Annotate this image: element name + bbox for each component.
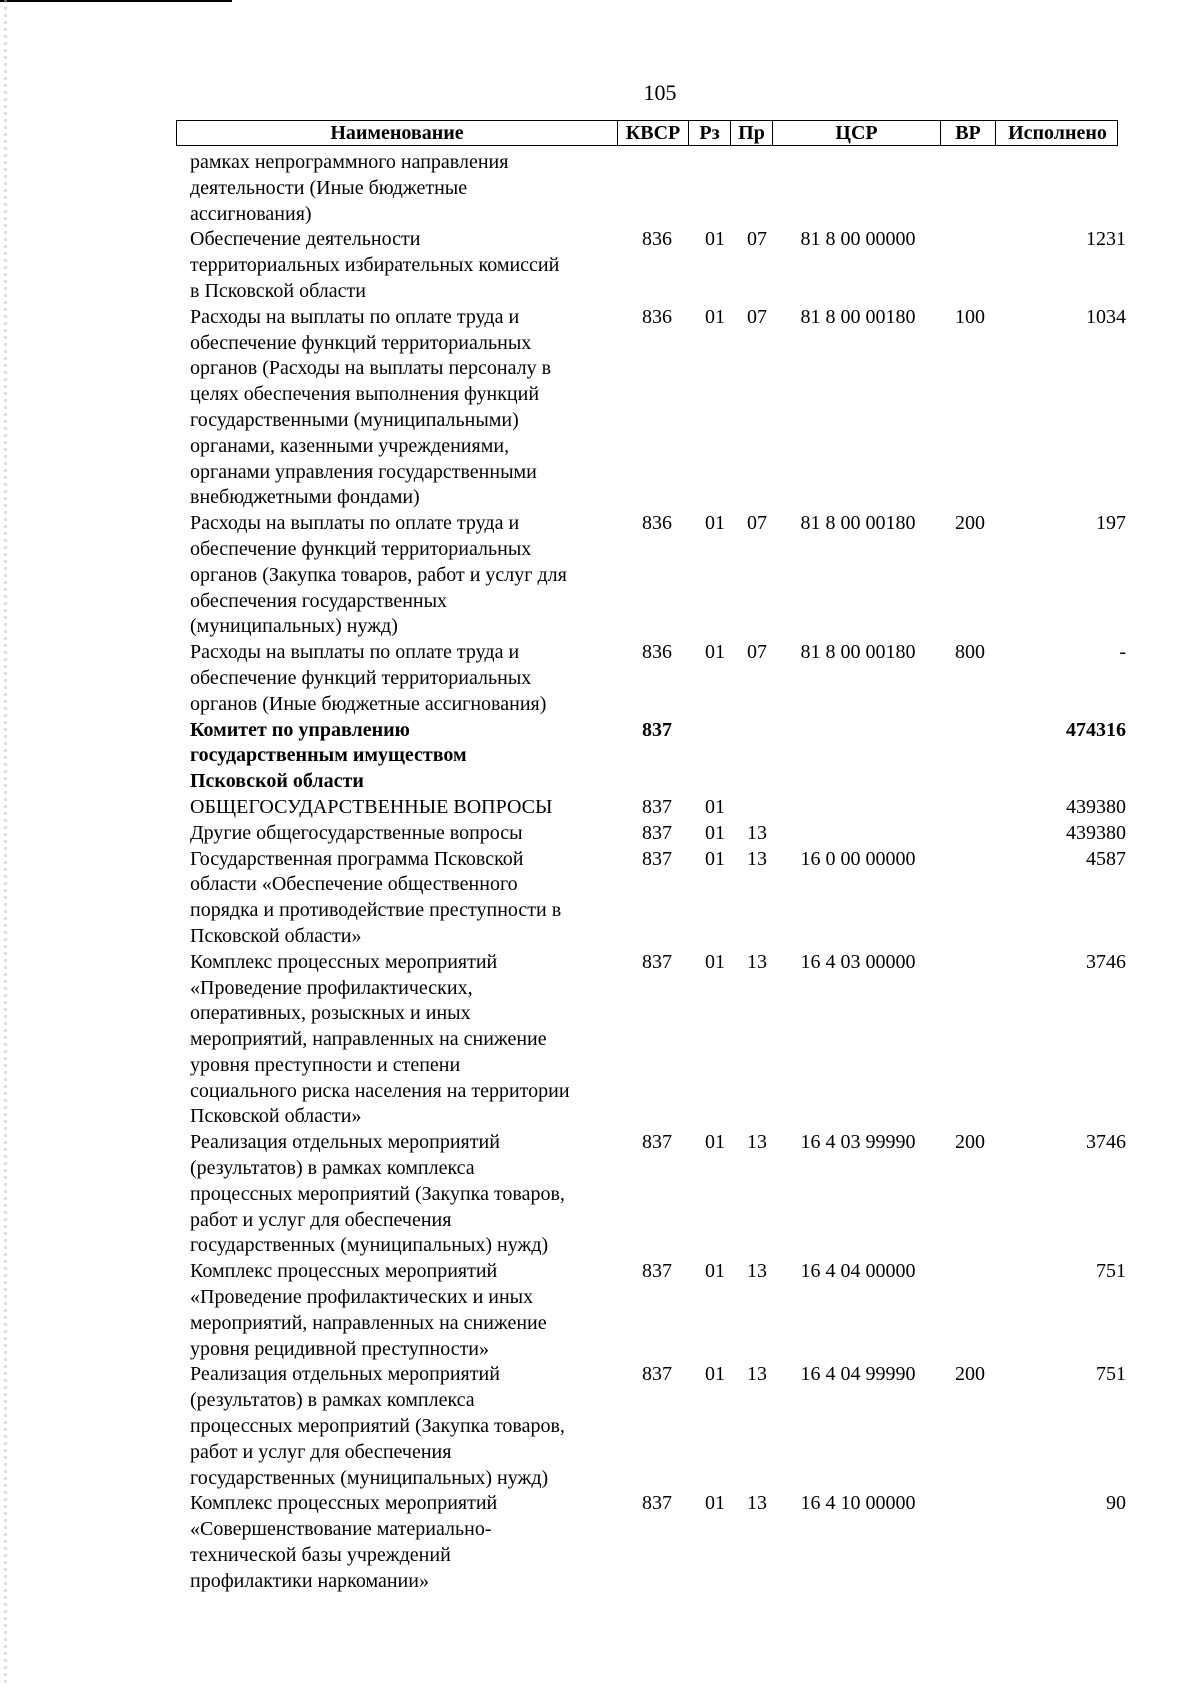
row-kvsr: 837: [642, 1260, 672, 1283]
row-name: рамках непрограммного направления деятельности (Иные бюджетные ассигнования): [190, 151, 509, 225]
row-csr: 81 8 00 00000: [800, 228, 916, 251]
row-name: Расходы на выплаты по оплате труда и обеспечение функций территориальных органов (Расходы на выплаты персоналу в целях обеспечения выполнения функций государственными (муниципальными) органами, казенными учреждениями, органами управления государственными внебюджетными фондами): [190, 305, 552, 509]
row-csr: 16 4 10 00000: [800, 1492, 916, 1515]
row-name: Обеспечение деятельности территориальных избирательных комиссий в Псковской области: [190, 228, 560, 302]
table-row: [190, 795, 1126, 821]
page-number: 105: [643, 80, 677, 105]
table-row: [190, 1259, 1126, 1362]
row-rz: [694, 718, 736, 795]
scan-edge: [4, 0, 7, 1686]
row-rz: 01: [705, 228, 725, 251]
header-csr: ЦСР: [773, 121, 941, 145]
table-body: [190, 150, 1126, 1595]
row-pr: 07: [747, 641, 767, 664]
header-kvsr: КВСР: [618, 121, 689, 145]
table-row: [190, 150, 1126, 227]
row-rz: 01: [705, 821, 725, 844]
row-name: Другие общегосударственные вопросы: [190, 821, 523, 844]
row-kvsr: 837: [642, 847, 672, 870]
row-rz: 01: [705, 950, 725, 973]
row-pr: 13: [747, 847, 767, 870]
row-kvsr: 837: [642, 795, 672, 818]
table-row: [190, 1362, 1126, 1491]
header-amount: Исполнено: [1008, 122, 1107, 144]
row-csr: 16 4 03 00000: [800, 950, 916, 973]
row-pr: 07: [747, 512, 767, 535]
row-kvsr: 837: [642, 1363, 672, 1386]
row-vr: 100: [955, 305, 985, 328]
row-vr: [938, 847, 1002, 950]
row-rz: 01: [705, 512, 725, 535]
row-pr: 13: [747, 950, 767, 973]
row-csr: [778, 150, 938, 227]
row-kvsr: [620, 150, 694, 227]
table-row: [190, 718, 1126, 795]
header-pr: Пр: [731, 121, 773, 145]
row-kvsr: 837: [642, 1492, 672, 1515]
row-pr: 13: [747, 1260, 767, 1283]
table-row: [190, 305, 1126, 511]
row-rz: 01: [705, 641, 725, 664]
row-vr: 200: [955, 1363, 985, 1386]
row-amount: [1002, 150, 1126, 227]
row-csr: [778, 795, 938, 821]
row-vr: [938, 950, 1002, 1131]
row-csr: 81 8 00 00180: [800, 305, 916, 328]
row-amount: 439380: [1066, 795, 1126, 818]
table-row: [190, 1491, 1126, 1594]
row-pr: 13: [747, 1492, 767, 1515]
row-csr: [778, 718, 938, 795]
table-row: [190, 950, 1126, 1131]
row-pr: 07: [747, 305, 767, 328]
row-kvsr: 837: [642, 950, 672, 973]
row-amount: -: [1119, 641, 1126, 664]
row-csr: [778, 821, 938, 847]
row-name: Расходы на выплаты по оплате труда и обеспечение функций территориальных органов (Иные бюджетные ассигнования): [190, 641, 547, 715]
row-pr: 13: [747, 1131, 767, 1154]
row-pr: 07: [747, 228, 767, 251]
header-rz: Рз: [689, 121, 731, 145]
row-vr: [938, 227, 1002, 304]
row-rz: 01: [705, 1363, 725, 1386]
row-kvsr: 836: [642, 305, 672, 328]
row-pr: [736, 718, 778, 795]
row-kvsr: 836: [642, 641, 672, 664]
row-vr: 200: [955, 1131, 985, 1154]
row-amount: 1034: [1086, 305, 1126, 328]
row-csr: 16 0 00 00000: [800, 847, 916, 870]
row-kvsr: 836: [642, 512, 672, 535]
row-name: Реализация отдельных мероприятий (результатов) в рамках комплекса процессных мероприятий (Закупка товаров, работ и услуг для обеспечения государственных (муниципальных) нужд): [190, 1363, 565, 1489]
row-csr: 16 4 04 00000: [800, 1260, 916, 1283]
row-rz: 01: [705, 795, 725, 818]
header-name: Наименование: [177, 121, 618, 145]
row-vr: [938, 718, 1002, 795]
row-rz: 01: [705, 1260, 725, 1283]
row-vr: [938, 821, 1002, 847]
row-name: Реализация отдельных мероприятий (результатов) в рамках комплекса процессных мероприятий (Закупка товаров, работ и услуг для обеспечения государственных (муниципальных) нужд): [190, 1131, 565, 1257]
row-kvsr: 837: [642, 718, 672, 741]
row-name: Комитет по управлению государственным имуществом Псковской области: [190, 718, 467, 793]
row-amount: 4587: [1086, 847, 1126, 870]
table-row: [190, 640, 1126, 717]
header-vr: ВР: [941, 121, 996, 145]
row-rz: [694, 150, 736, 227]
row-rz: 01: [705, 1131, 725, 1154]
row-name: Комплекс процессных мероприятий «Совершенствование материально- технической базы учреждений профилактики наркомании»: [190, 1492, 498, 1592]
row-kvsr: 837: [642, 821, 672, 844]
row-vr: 800: [955, 641, 985, 664]
row-amount: 3746: [1086, 950, 1126, 973]
table-row: [190, 1130, 1126, 1259]
row-kvsr: 837: [642, 1131, 672, 1154]
row-pr: [736, 795, 778, 821]
row-rz: 01: [705, 1492, 725, 1515]
row-amount: 197: [1096, 512, 1126, 535]
row-vr: 200: [955, 512, 985, 535]
row-vr: [938, 150, 1002, 227]
row-name: Государственная программа Псковской области «Обеспечение общественного порядка и противодействие преступности в Псковской области»: [190, 847, 562, 947]
top-rule: [0, 0, 232, 2]
row-name: ОБЩЕГОСУДАРСТВЕННЫЕ ВОПРОСЫ: [190, 795, 553, 818]
row-pr: 13: [747, 821, 767, 844]
row-amount: 3746: [1086, 1131, 1126, 1154]
row-amount: 751: [1096, 1260, 1126, 1283]
row-vr: [938, 1259, 1002, 1362]
table-row: [190, 821, 1126, 847]
row-vr: [938, 1491, 1002, 1594]
row-csr: 16 4 03 99990: [800, 1131, 916, 1154]
row-name: Расходы на выплаты по оплате труда и обеспечение функций территориальных органов (Закупка товаров, работ и услуг для обеспечения государственных (муниципальных) нужд): [190, 512, 567, 638]
row-amount: 1231: [1086, 228, 1126, 251]
row-csr: 81 8 00 00180: [800, 641, 916, 664]
row-vr: [938, 795, 1002, 821]
row-amount: 90: [1106, 1492, 1126, 1515]
row-amount: 751: [1096, 1363, 1126, 1386]
row-pr: 13: [747, 1363, 767, 1386]
row-amount: 474316: [1066, 718, 1126, 741]
row-name: Комплекс процессных мероприятий «Проведение профилактических, оперативных, розыскных и иных мероприятий, направленных на снижение уровня преступности и степени социального риска населения на территории Псковской области»: [190, 950, 570, 1128]
table-row: [190, 227, 1126, 304]
row-rz: 01: [705, 847, 725, 870]
row-csr: 81 8 00 00180: [800, 512, 916, 535]
row-pr: [736, 150, 778, 227]
table-row: [190, 511, 1126, 640]
row-rz: 01: [705, 305, 725, 328]
table-header: [176, 120, 1118, 146]
row-csr: 16 4 04 99990: [800, 1363, 916, 1386]
row-amount: 439380: [1066, 821, 1126, 844]
row-kvsr: 836: [642, 228, 672, 251]
table-row: [190, 847, 1126, 950]
row-name: Комплекс процессных мероприятий «Проведение профилактических и иных мероприятий, направленных на снижение уровня рецидивной преступности»: [190, 1260, 547, 1360]
